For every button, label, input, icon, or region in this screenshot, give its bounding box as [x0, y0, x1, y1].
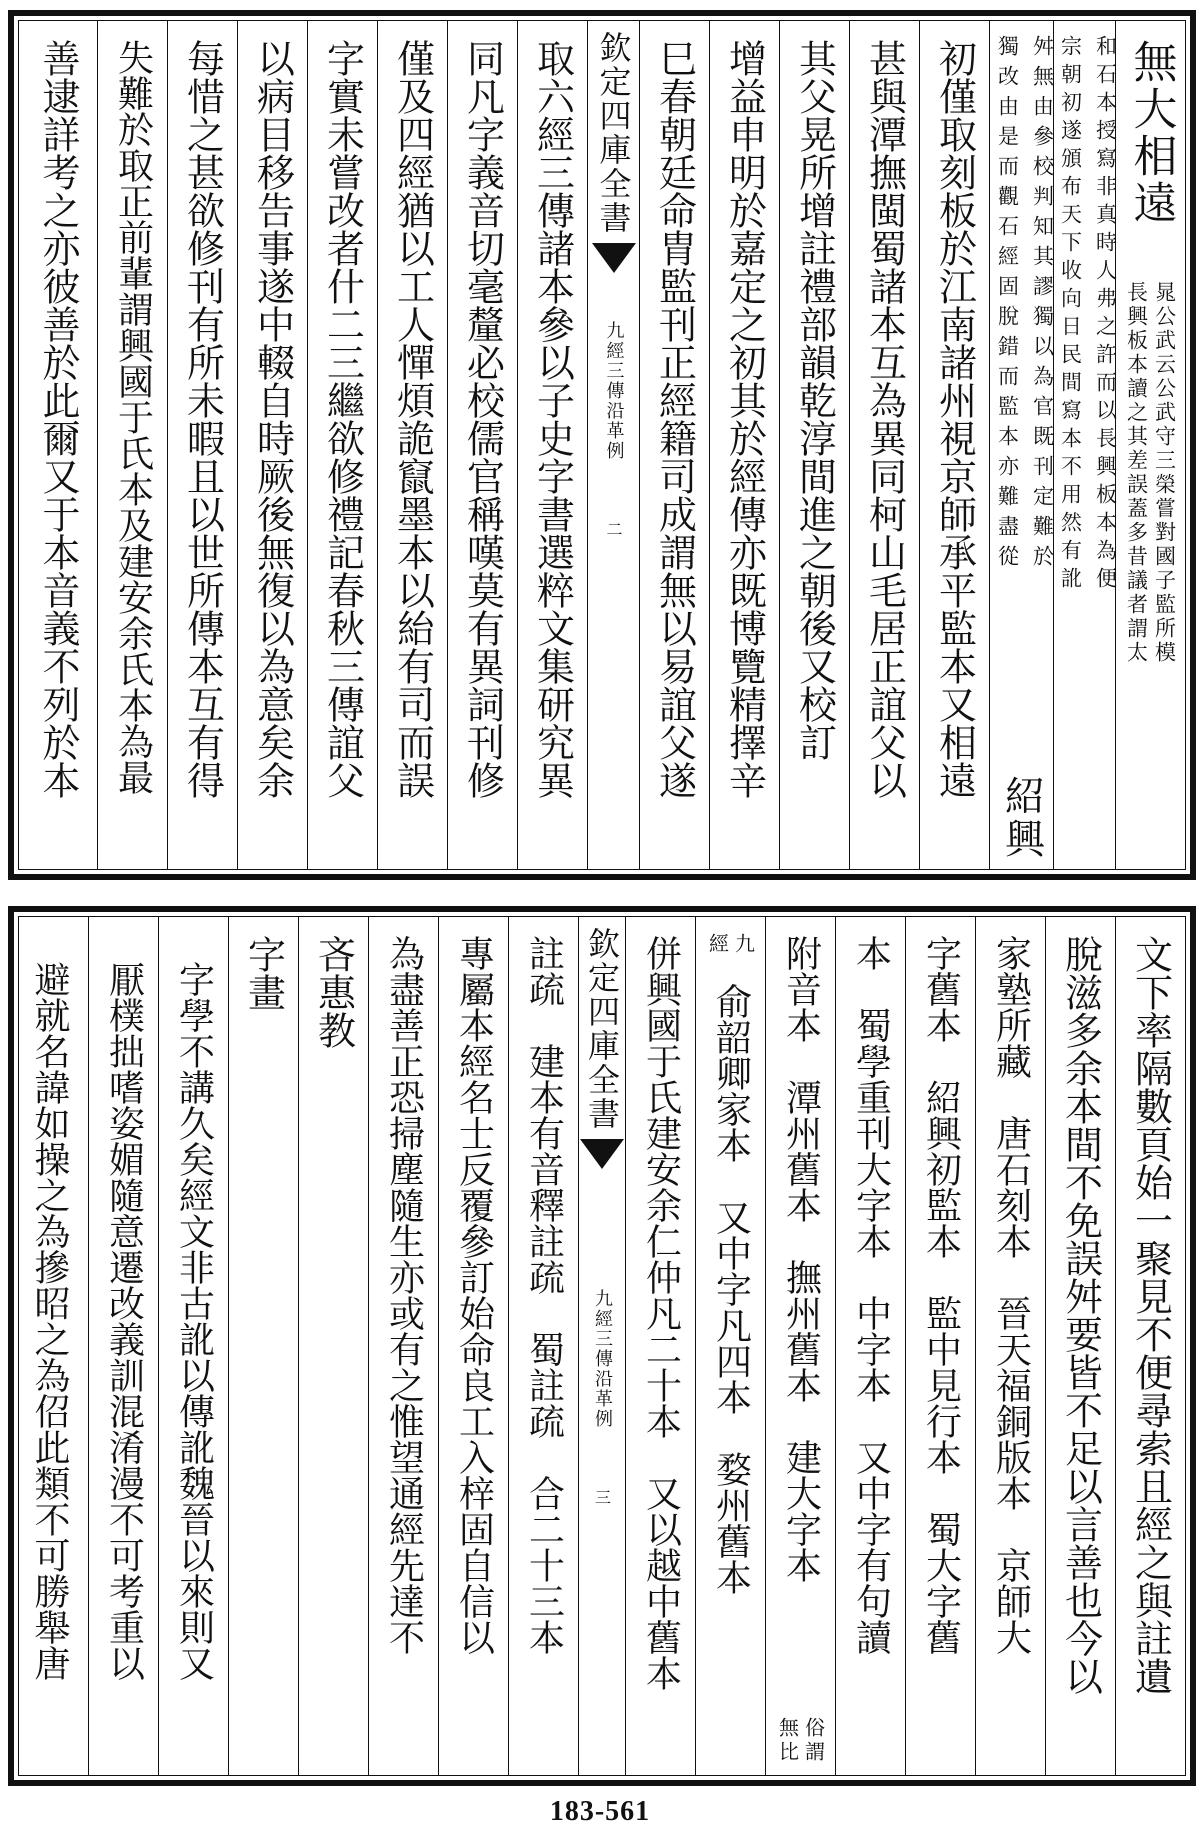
column-text: 本 蜀學重刊大字本 中字本 又中字有句讀 [850, 935, 892, 1655]
annotation-text: 晁公武云公武守三榮嘗對國子監所模 [1152, 281, 1177, 665]
annotation-pair [987, 21, 1057, 869]
annotation-text: 宗朝初遂頒布天下收向日民間寫本不用然有訛 [1058, 35, 1083, 595]
top-page-frame [18, 20, 1186, 870]
text-column [779, 21, 849, 869]
annotation-pair [1116, 281, 1185, 665]
text-column [307, 21, 377, 869]
column-text: 字實未嘗改者什二三繼欲修禮記春秋三傳誼父 [320, 39, 365, 799]
text-column [1053, 21, 1118, 869]
page-number: 183-561 [549, 1796, 651, 1827]
column-text: 脫滋多余本間不免誤舛要皆不足以言善也今以 [1058, 935, 1103, 1695]
text-column [10, 917, 88, 1775]
text-column [298, 917, 368, 1775]
chapter-title: 九經三傳沿革例 [603, 321, 625, 461]
fishtail-mark [580, 1139, 624, 1169]
column-text: 避就名諱如操之為摻昭之為佋此類不可勝舉唐 [29, 961, 70, 1681]
text-column [438, 917, 508, 1775]
fishtail-mark [592, 243, 636, 273]
text-column [508, 917, 578, 1775]
bottom-page-columns [19, 917, 1185, 1775]
text-column [237, 21, 307, 869]
text-column [447, 21, 517, 869]
column-text: 無大相遠 [1125, 39, 1177, 227]
column-text: 文下率隔數頁始一聚見不便尋索且經之與註遺 [1128, 935, 1173, 1695]
annotation-text: 獨改由是而觀石經固脫錯而監本亦難盡從 [995, 35, 1020, 575]
text-column [1115, 917, 1185, 1775]
section-heading: 字畫 [241, 935, 286, 1011]
column-text: 巳春朝廷命胄監刊正經籍司成謂無以易誼父遂 [652, 39, 697, 799]
column-text: 失難於取正前輩謂興國于氏本及建安余氏本為最 [112, 39, 154, 795]
text-column [167, 21, 237, 869]
text-column [368, 917, 438, 1775]
text-column [919, 21, 989, 869]
fold-column [587, 21, 639, 869]
book-title: 欽定四庫全書 [583, 927, 621, 1131]
column-text: 厭樸拙嗜姿媚隨意遷改義訓混淆漫不可考重以 [103, 961, 145, 1681]
text-column [989, 21, 1053, 869]
annotation-text: 長興板本讀之其差誤蓋多昔議者謂太 [1124, 281, 1149, 665]
column-text: 字舊本 紹興初監本 監中見行本 蜀大字舊 [920, 935, 962, 1655]
column-text: 字學不講久矣經文非古訛以傳訛魏晉以來則又 [173, 961, 215, 1681]
annotation-text: 和石本授寫非真時人弗之許而以長興板本為便 [1093, 35, 1118, 595]
text-column [835, 917, 905, 1775]
column-text: 初僅取刻板於江南諸州視京師承平監本又相遠 [932, 39, 977, 799]
column-text: 甚與潭撫閩蜀諸本互為異同柯山毛居正誼父以 [862, 39, 907, 799]
annotation-text: 經 [705, 933, 730, 957]
bottom-page-frame [18, 916, 1186, 1776]
column-text: 其父晃所增註禮部韻乾淳間進之朝後又校訂 [792, 39, 837, 761]
text-column [695, 917, 765, 1775]
text-column [377, 21, 447, 869]
text-column [625, 917, 695, 1775]
folio-number: 二 [604, 521, 623, 537]
column-text: 以病目移告事遂中輟自時厥後無復以為意矣余 [250, 39, 295, 799]
book-title: 欽定四庫全書 [594, 31, 633, 235]
text-column [158, 917, 228, 1775]
bottom-page [8, 906, 1196, 1786]
text-column [709, 21, 779, 869]
text-column [975, 917, 1045, 1775]
column-text: 每惜之甚欲修刊有所未暇且以世所傳本互有得 [180, 39, 225, 799]
column-text: 僅及四經猶以工人憚煩詭竄墨本以紿有司而誤 [390, 39, 435, 799]
column-text: 併興國于氏建安余仁仲凡二十本 又以越中舊本 [640, 935, 682, 1691]
annotation-text: 九 [731, 933, 756, 957]
column-text: 取六經三傳諸本參以子史字書選粹文集研究異 [530, 39, 575, 799]
text-column [905, 917, 975, 1775]
column-text: 善逮詳考之亦彼善於此爾又于本音義不列於本 [36, 39, 80, 799]
annotation-text: 舛無由參校判知其謬獨以為官既刊定難於 [1030, 35, 1055, 575]
folio-number: 三 [592, 1489, 612, 1505]
chapter-title: 九經三傳沿革例 [592, 1289, 613, 1429]
column-text: 註疏 建本有音釋註疏 蜀註疏 合二十三本 [523, 935, 565, 1655]
top-page-columns [19, 21, 1185, 869]
text-column [1115, 21, 1185, 869]
fold-column [578, 917, 625, 1775]
column-text: 專屬本經名士反覆參訂始命良工入梓固自信以 [453, 935, 495, 1655]
annotation-pair [696, 933, 765, 957]
column-text: 俞韶卿家本 又中字凡四本 婺州舊本 [710, 983, 752, 1595]
text-column [88, 917, 158, 1775]
text-column [517, 21, 587, 869]
section-heading-column [228, 917, 298, 1775]
annotation-pair [1050, 21, 1120, 869]
annotation-text: 無比 [775, 1717, 800, 1765]
text-column [1045, 917, 1115, 1775]
column-text: 增益申明於嘉定之初其於經傳亦既博覽精擇辛 [722, 39, 767, 799]
column-text: 吝惠教 [311, 935, 356, 1049]
column-text: 為盡善正恐掃塵隨生亦或有之惟望通經先達不 [383, 935, 425, 1655]
annotation-text: 俗謂 [801, 1717, 826, 1765]
text-column [639, 21, 709, 869]
column-text: 紹興 [998, 775, 1045, 861]
text-column [19, 21, 97, 869]
column-text: 附音本 潭州舊本 撫州舊本 建大字本 [780, 935, 822, 1583]
text-column [765, 917, 835, 1775]
top-page [8, 10, 1196, 880]
text-column [97, 21, 167, 869]
annotation-pair [766, 1717, 835, 1765]
column-text: 家塾所藏 唐石刻本 晉天福銅版本 京師大 [990, 935, 1032, 1655]
column-text: 同凡字義音切毫釐必校儒官稱嘆莫有異詞刊修 [460, 39, 505, 799]
text-column [849, 21, 919, 869]
